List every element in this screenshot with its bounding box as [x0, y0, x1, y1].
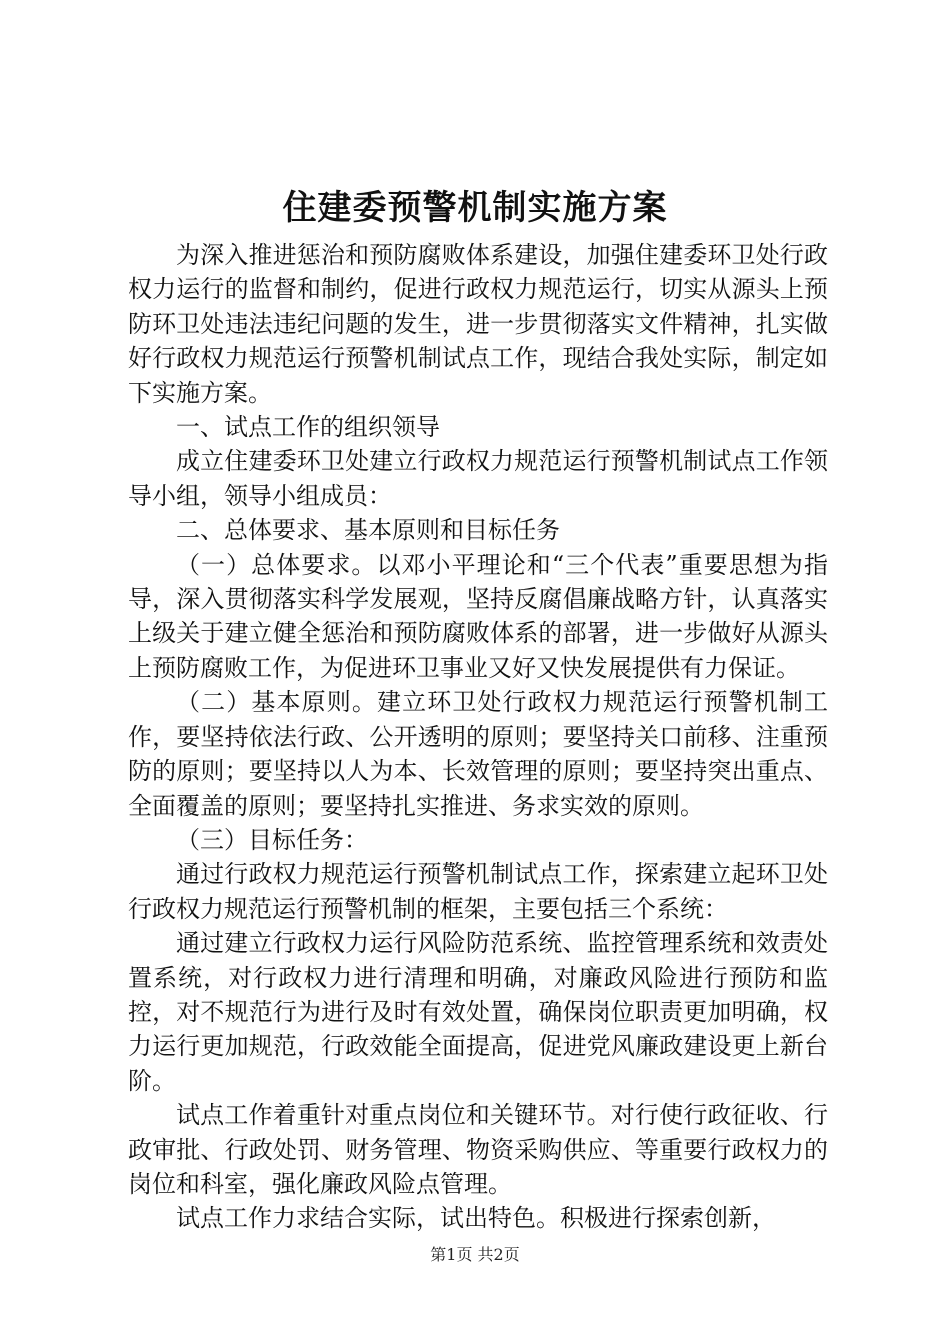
paragraph-general-requirements: （一）总体要求。以邓小平理论和“三个代表”重要思想为指导，深入贯彻落实科学发展观，坚持反腐倡廉战略方针，认真落实上级关于建立健全惩治和预防腐败体系的部署，进一步做好从源头上预防腐败工作，为促进环卫事业又好又快发展提供有力保证。 [128, 550, 828, 682]
paragraph-intro: 为深入推进惩治和预防腐败体系建设，加强住建委环卫处行政权力运行的监督和制约，促进行政权力规范运行，切实从源头上预防环卫处违法违纪问题的发生，进一步贯彻落实文件精神，扎实做好行政权力规范运行预警机制试点工作，现结合我处实际，制定如下实施方案。 [128, 241, 828, 407]
paragraph-leadership: 成立住建委环卫处建立行政权力规范运行预警机制试点工作领导小组，领导小组成员： [128, 447, 828, 510]
page-footer: 第1页 共2页 [430, 1245, 520, 1264]
paragraph-basic-principles: （二）基本原则。建立环卫处行政权力规范运行预警机制工作，要坚持依法行政、公开透明的原则；要坚持关口前移、注重预防的原则；要坚持以人为本、长效管理的原则；要坚持突出重点、全面覆盖的原则；要坚持扎实推进、务求实效的原则。 [128, 688, 828, 820]
paragraph-pilot-innovation: 试点工作力求结合实际，试出特色。积极进行探索创新， [176, 1204, 776, 1233]
section-heading-1: 一、试点工作的组织领导 [176, 413, 440, 442]
subsection-heading-targets: （三）目标任务： [176, 825, 368, 854]
document-title: 住建委预警机制实施方案 [282, 188, 668, 228]
paragraph-key-posts: 试点工作着重针对重点岗位和关键环节。对行使行政征收、行政审批、行政处罚、财务管理、物资采购供应、等重要行政权力的岗位和科室，强化廉政风险点管理。 [128, 1101, 828, 1198]
section-heading-2: 二、总体要求、基本原则和目标任务 [176, 516, 560, 545]
document-body [128, 238, 828, 1236]
paragraph-framework: 通过行政权力规范运行预警机制试点工作，探索建立起环卫处行政权力规范运行预警机制的框架，主要包括三个系统： [128, 860, 828, 923]
paragraph-systems: 通过建立行政权力运行风险防范系统、监控管理系统和效责处置系统，对行政权力进行清理和明确，对廉政风险进行预防和监控，对不规范行为进行及时有效处置，确保岗位职责更加明确，权力运行更加规范，行政效能全面提高，促进党风廉政建设更上新台阶。 [128, 929, 828, 1095]
